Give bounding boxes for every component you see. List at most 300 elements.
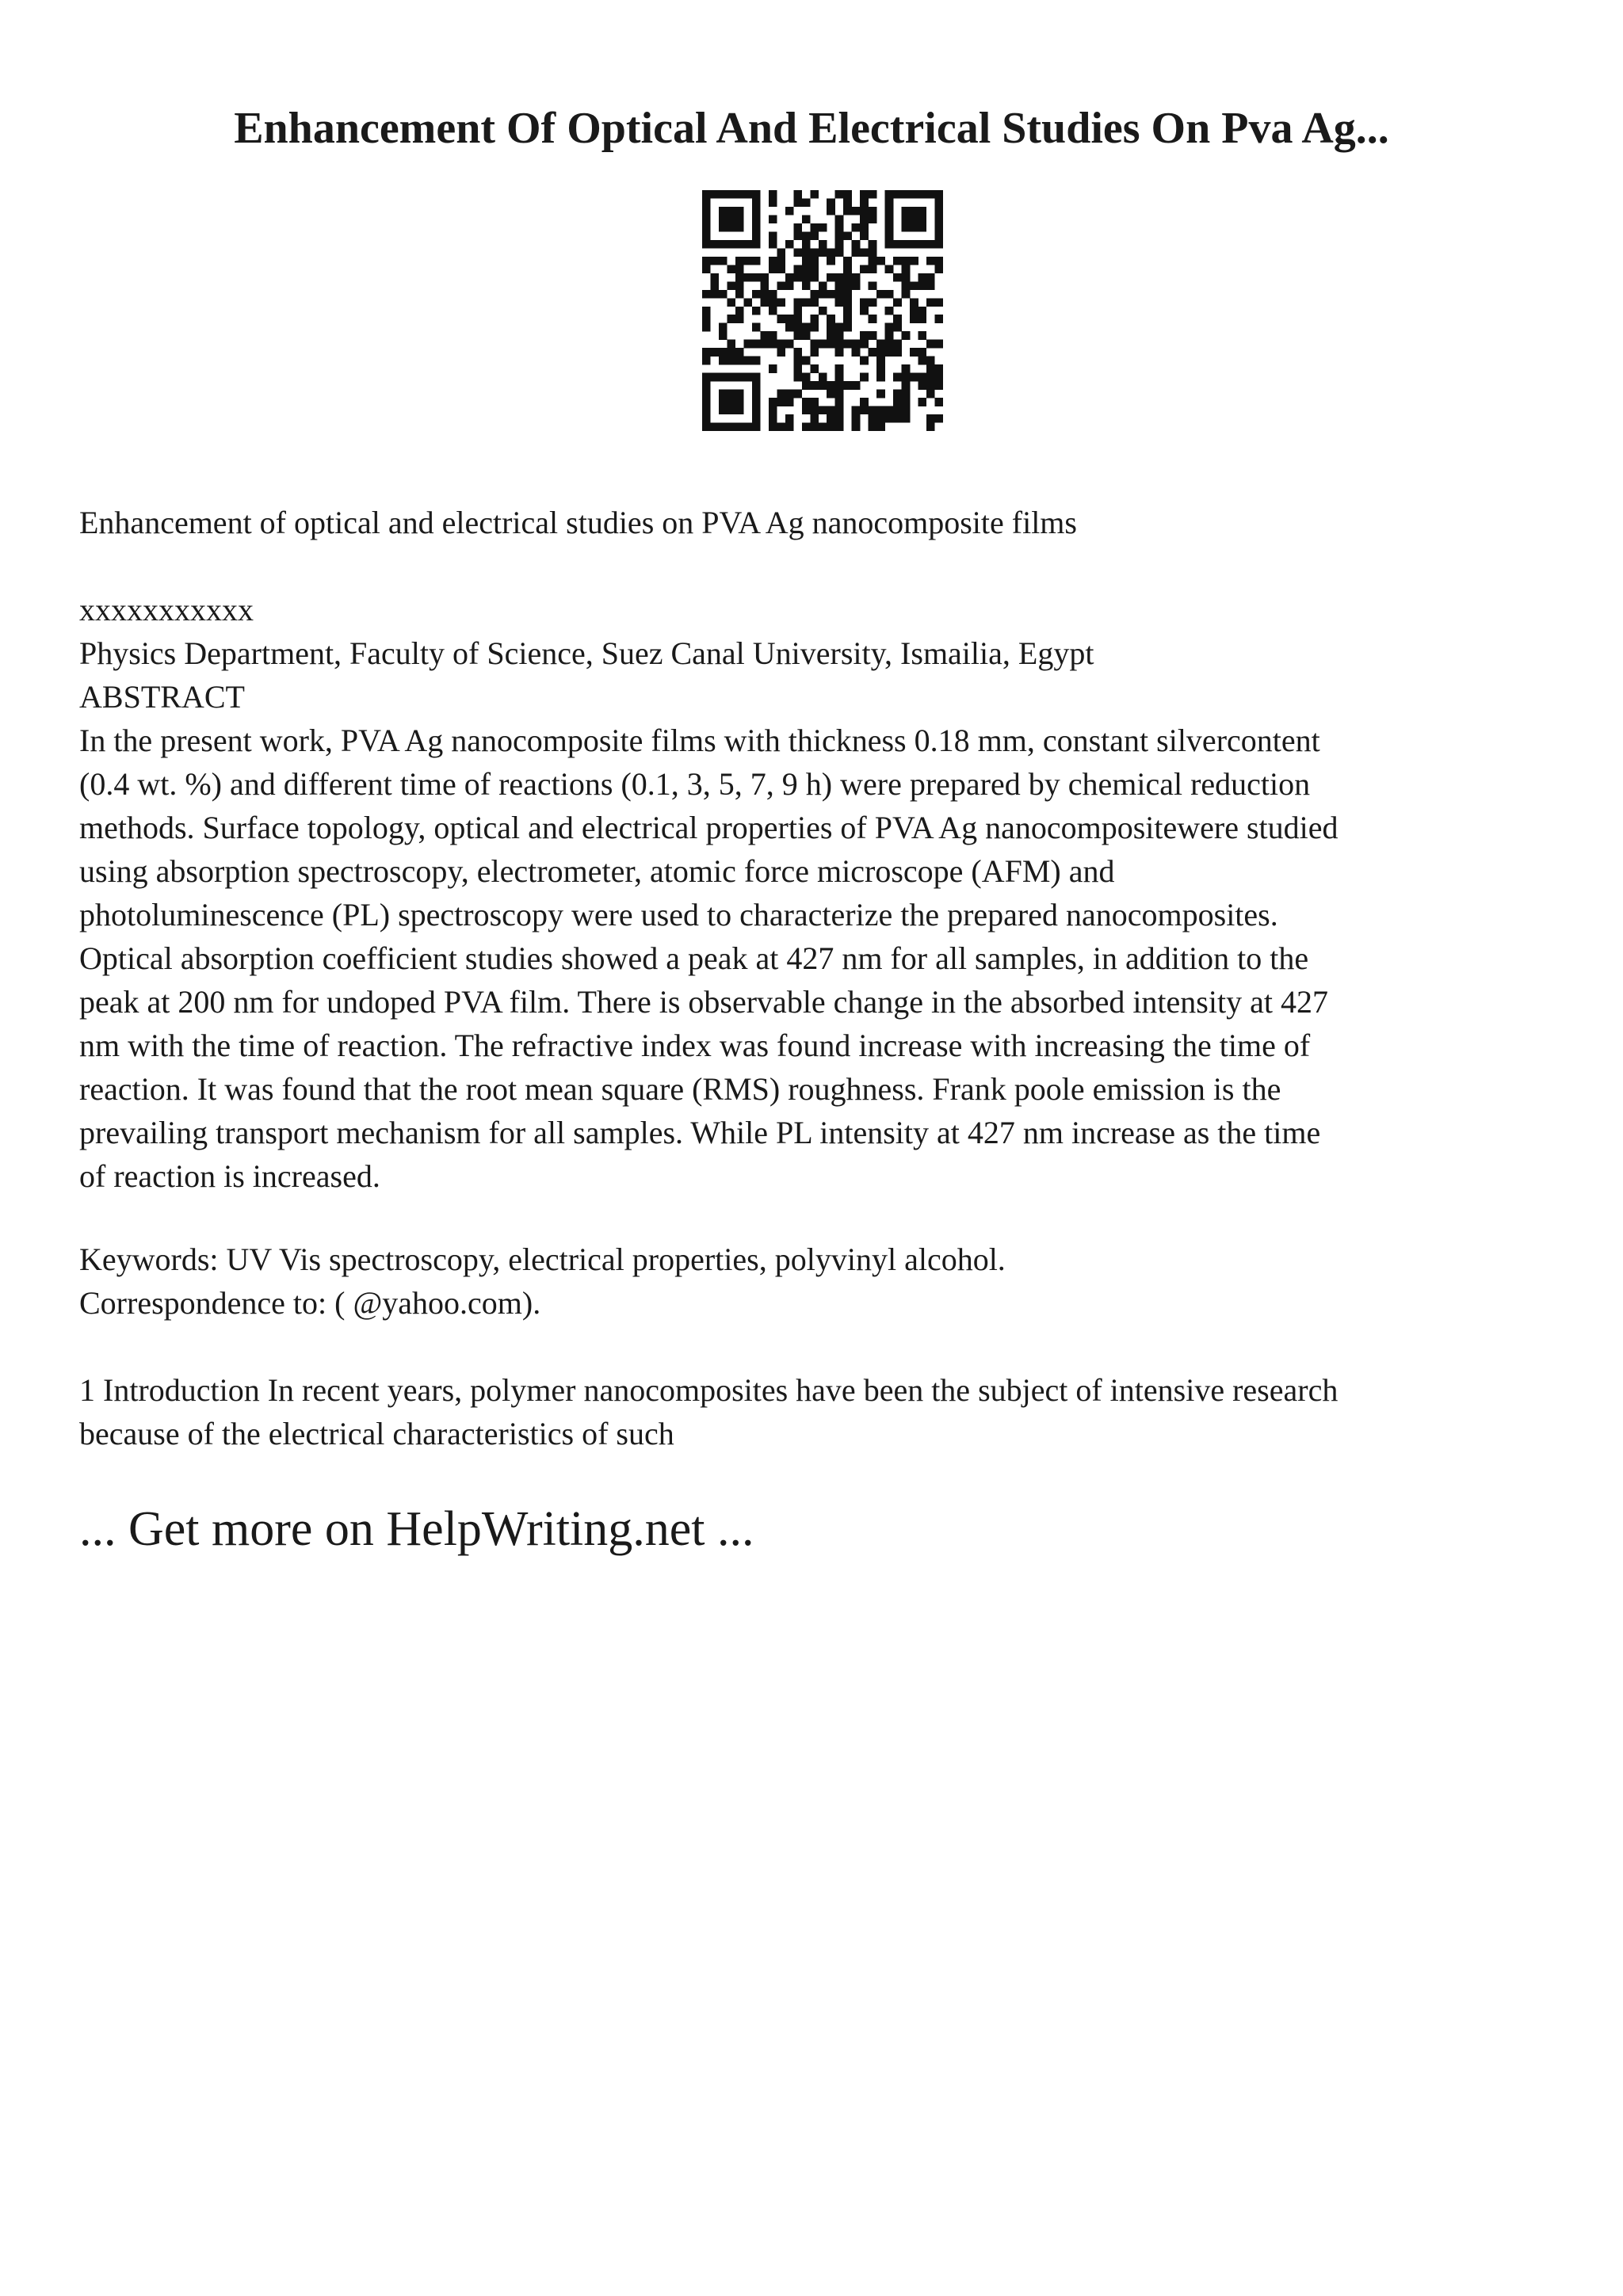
qr-module [860,231,869,240]
qr-module [885,198,894,207]
qr-module [869,265,877,273]
qr-module [935,231,943,240]
qr-module [885,265,894,273]
qr-module [869,414,877,423]
qr-module [802,257,811,265]
qr-module [810,257,819,265]
intro-line: 1 Introduction In recent years, polymer nanocomposites have been the subject of intensive research [79,1372,1338,1408]
qr-module [702,215,711,223]
qr-module [752,390,761,399]
qr-module [727,215,735,223]
abstract-line: photoluminescence (PL) spectroscopy were used to characterize the prepared nanocomposites. [79,897,1278,933]
qr-module [702,240,711,249]
qr-module [752,381,761,390]
qr-module [902,190,911,199]
qr-module [769,331,777,340]
qr-module [893,406,902,415]
qr-module [926,390,935,399]
qr-module [902,223,911,232]
qr-module [710,348,719,357]
qr-module [793,265,802,273]
qr-module [926,257,935,265]
qr-module [802,281,811,290]
qr-module [860,265,869,273]
qr-module [910,373,918,382]
qr-module [835,215,844,223]
qr-module [869,257,877,265]
qr-module [702,307,711,315]
qr-module [743,423,752,431]
abstract-line: reaction. It was found that the root mean square (RMS) roughness. Frank poole emission is the [79,1071,1281,1107]
qr-module [727,240,735,249]
qr-module [760,281,769,290]
qr-module [727,423,735,431]
qr-module [819,248,827,257]
qr-module [702,348,711,357]
qr-module [869,331,877,340]
qr-module [752,406,761,415]
qr-module [743,190,752,199]
qr-module [777,265,785,273]
qr-module [793,248,802,257]
qr-module [918,190,927,199]
qr-module [702,414,711,423]
qr-module [769,240,777,249]
qr-module [852,273,861,282]
qr-module [902,373,911,382]
qr-module [802,381,811,390]
qr-module [719,207,727,215]
qr-module [727,265,735,273]
qr-module [885,207,894,215]
qr-module [835,290,844,299]
qr-module [926,414,935,423]
qr-module [910,281,918,290]
qr-module [810,248,819,257]
qr-module [819,381,827,390]
qr-module [810,315,819,323]
qr-module [827,257,835,265]
qr-module [727,190,735,199]
qr-module [702,381,711,390]
qr-module [918,281,927,290]
qr-module [860,190,869,199]
qr-module [802,215,811,223]
qr-module [843,323,852,332]
qr-module [727,298,735,307]
qr-module [860,340,869,349]
qr-module [777,340,785,349]
qr-module [918,207,927,215]
qr-module [743,373,752,382]
qr-module [735,423,744,431]
qr-module [802,240,811,249]
qr-module [885,290,894,299]
qr-module [893,373,902,382]
qr-module [893,414,902,423]
qr-module [719,348,727,357]
qr-module [702,390,711,399]
qr-module [835,298,844,307]
qr-module [893,190,902,199]
qr-module [743,240,752,249]
qr-module [835,248,844,257]
qr-module [810,323,819,332]
qr-module [810,223,819,232]
qr-module [793,223,802,232]
qr-module [926,364,935,373]
keywords: Keywords: UV Vis spectroscopy, electrical properties, polyvinyl alcohol. [79,1241,1006,1277]
qr-module [869,281,877,290]
qr-module [935,298,943,307]
qr-module [752,198,761,207]
qr-module [819,290,827,299]
qr-module [819,373,827,382]
qr-module [735,265,744,273]
qr-module [926,273,935,282]
qr-module [827,290,835,299]
qr-module [743,298,752,307]
qr-module [935,240,943,249]
qr-module [735,190,744,199]
qr-module [935,414,943,423]
qr-module [835,223,844,232]
qr-module [893,340,902,349]
qr-module [710,423,719,431]
qr-module [769,298,777,307]
abstract-line: methods. Surface topology, optical and electrical properties of PVA Ag nanocompositewere studied [79,810,1338,845]
qr-module [752,357,761,365]
qr-module [843,265,852,273]
qr-module [710,373,719,382]
qr-module [827,273,835,282]
qr-module [926,240,935,249]
qr-module [902,390,911,399]
qr-module [735,273,744,282]
get-more-link[interactable]: ... Get more on HelpWriting.net ... [79,1502,754,1556]
qr-module [876,414,885,423]
qr-module [710,290,719,299]
qr-module [918,373,927,382]
qr-module [835,390,844,399]
qr-module [885,323,894,332]
qr-module [885,406,894,415]
qr-module [769,364,777,373]
qr-module [918,223,927,232]
qr-module [860,357,869,365]
qr-module [860,223,869,232]
qr-module [702,357,711,365]
qr-module [885,190,894,199]
qr-module [752,240,761,249]
qr-module [926,357,935,365]
qr-module [777,281,785,290]
qr-module [902,381,911,390]
qr-module [910,215,918,223]
qr-module [827,423,835,431]
qr-module [702,323,711,332]
qr-module [777,398,785,406]
qr-module [910,257,918,265]
qr-module [785,390,794,399]
qr-module [785,323,794,332]
qr-module [785,281,794,290]
qr-module [885,240,894,249]
qr-module [869,190,877,199]
qr-module [902,414,911,423]
qr-module [819,240,827,249]
page-title: Enhancement Of Optical And Electrical Studies On Pva Ag... [234,104,1389,153]
qr-module [935,223,943,232]
qr-module [793,307,802,315]
qr-module [918,398,927,406]
qr-module [810,340,819,349]
qr-module [876,423,885,431]
qr-module [902,406,911,415]
qr-module [860,373,869,382]
qr-module [735,207,744,215]
qr-module [869,348,877,357]
qr-module [835,381,844,390]
qr-module [902,364,911,373]
qr-module [843,231,852,240]
qr-module [769,423,777,431]
qr-module [852,240,861,249]
qr-module [719,240,727,249]
qr-module [852,406,861,415]
qr-module [935,257,943,265]
qr-module [735,373,744,382]
qr-module [885,223,894,232]
qr-module [735,406,744,415]
qr-module [810,364,819,373]
qr-module [735,348,744,357]
qr-module [719,190,727,199]
qr-module [702,423,711,431]
qr-module [843,190,852,199]
qr-module [727,281,735,290]
qr-module [769,414,777,423]
qr-module [777,423,785,431]
qr-module [860,307,869,315]
qr-module [935,265,943,273]
qr-module [893,273,902,282]
qr-module [769,257,777,265]
qr-module [777,390,785,399]
qr-module [843,307,852,315]
qr-module [802,406,811,415]
qr-module [827,207,835,215]
qr-module [935,315,943,323]
qr-module [910,298,918,307]
qr-module [793,373,802,382]
qr-module [752,223,761,232]
qr-module [735,315,744,323]
qr-module [835,423,844,431]
qr-module [793,357,802,365]
qr-module [910,190,918,199]
qr-module [885,340,894,349]
qr-module [835,340,844,349]
qr-module [852,381,861,390]
qr-module [935,398,943,406]
qr-module [835,190,844,199]
qr-module [769,290,777,299]
qr-module [869,215,877,223]
qr-module [793,273,802,282]
qr-module [810,190,819,199]
qr-module [843,207,852,215]
qr-module [885,307,894,315]
qr-module [827,340,835,349]
qr-module [885,215,894,223]
qr-module [926,190,935,199]
correspondence: Correspondence to: ( @yahoo.com). [79,1285,541,1321]
qr-module [702,198,711,207]
qr-module [893,298,902,307]
qr-module [760,298,769,307]
qr-module [769,340,777,349]
qr-module [869,207,877,215]
qr-module [869,240,877,249]
qr-module [702,190,711,199]
qr-module [835,231,844,240]
qr-module [893,323,902,332]
qr-module [752,273,761,282]
qr-module [760,290,769,299]
qr-module [702,207,711,215]
qr-module [793,190,802,199]
qr-module [810,398,819,406]
qr-module [727,207,735,215]
qr-module [719,215,727,223]
qr-module [852,340,861,349]
qr-module [893,315,902,323]
qr-module [876,257,885,265]
qr-module [926,381,935,390]
qr-module [876,357,885,365]
qr-module [910,223,918,232]
qr-code-icon [702,190,943,431]
qr-module [843,381,852,390]
qr-module [702,398,711,406]
qr-module [852,423,861,431]
qr-module [860,398,869,406]
qr-module [902,257,911,265]
qr-module [918,348,927,357]
qr-module [785,423,794,431]
qr-module [885,414,894,423]
qr-module [843,257,852,265]
qr-module [735,357,744,365]
qr-module [727,348,735,357]
qr-module [793,231,802,240]
qr-module [785,340,794,349]
qr-module [719,423,727,431]
qr-module [902,215,911,223]
qr-module [819,223,827,232]
qr-module [869,298,877,307]
abstract-line: prevailing transport mechanism for all samples. While PL intensity at 427 nm increase as the time [79,1115,1321,1150]
qr-module [702,290,711,299]
qr-module [810,273,819,282]
qr-module [910,315,918,323]
qr-module [793,298,802,307]
qr-module [819,307,827,315]
qr-module [719,406,727,415]
document-title: Enhancement of optical and electrical studies on PVA Ag nanocomposite films [79,505,1077,540]
qr-module [869,423,877,431]
qr-module [935,190,943,199]
qr-module [918,240,927,249]
qr-module [802,231,811,240]
qr-module [843,340,852,349]
qr-module [935,381,943,390]
author: xxxxxxxxxxx [79,592,254,627]
qr-module [835,240,844,249]
qr-module [869,248,877,257]
qr-module [760,340,769,349]
qr-module [735,215,744,223]
qr-module [702,373,711,382]
qr-module [752,231,761,240]
qr-module [827,198,835,207]
qr-module [785,240,794,249]
qr-module [827,331,835,340]
qr-module [827,381,835,390]
qr-module [902,398,911,406]
qr-module [827,406,835,415]
qr-module [902,281,911,290]
qr-module [827,390,835,399]
qr-module [785,315,794,323]
qr-module [852,248,861,257]
abstract-body [79,719,1577,1198]
qr-module [802,298,811,307]
qr-module [769,406,777,415]
qr-module [935,373,943,382]
qr-module [835,348,844,357]
qr-module [769,231,777,240]
qr-module [777,257,785,265]
qr-module [802,398,811,406]
qr-module [835,398,844,406]
qr-module [710,190,719,199]
qr-module [827,248,835,257]
qr-module [735,281,744,290]
qr-module [910,207,918,215]
qr-module [902,290,911,299]
qr-module [885,348,894,357]
qr-module [810,290,819,299]
qr-module [793,315,802,323]
qr-module [918,215,927,223]
qr-module [935,207,943,215]
introduction-paragraph [79,1368,1577,1455]
qr-module [893,390,902,399]
qr-module [835,281,844,290]
qr-module [935,198,943,207]
qr-module [893,240,902,249]
qr-module [777,298,785,307]
qr-module [819,423,827,431]
qr-module [793,331,802,340]
qr-module [727,315,735,323]
qr-module [752,207,761,215]
qr-module [860,198,869,207]
qr-module [802,323,811,332]
qr-module [743,340,752,349]
